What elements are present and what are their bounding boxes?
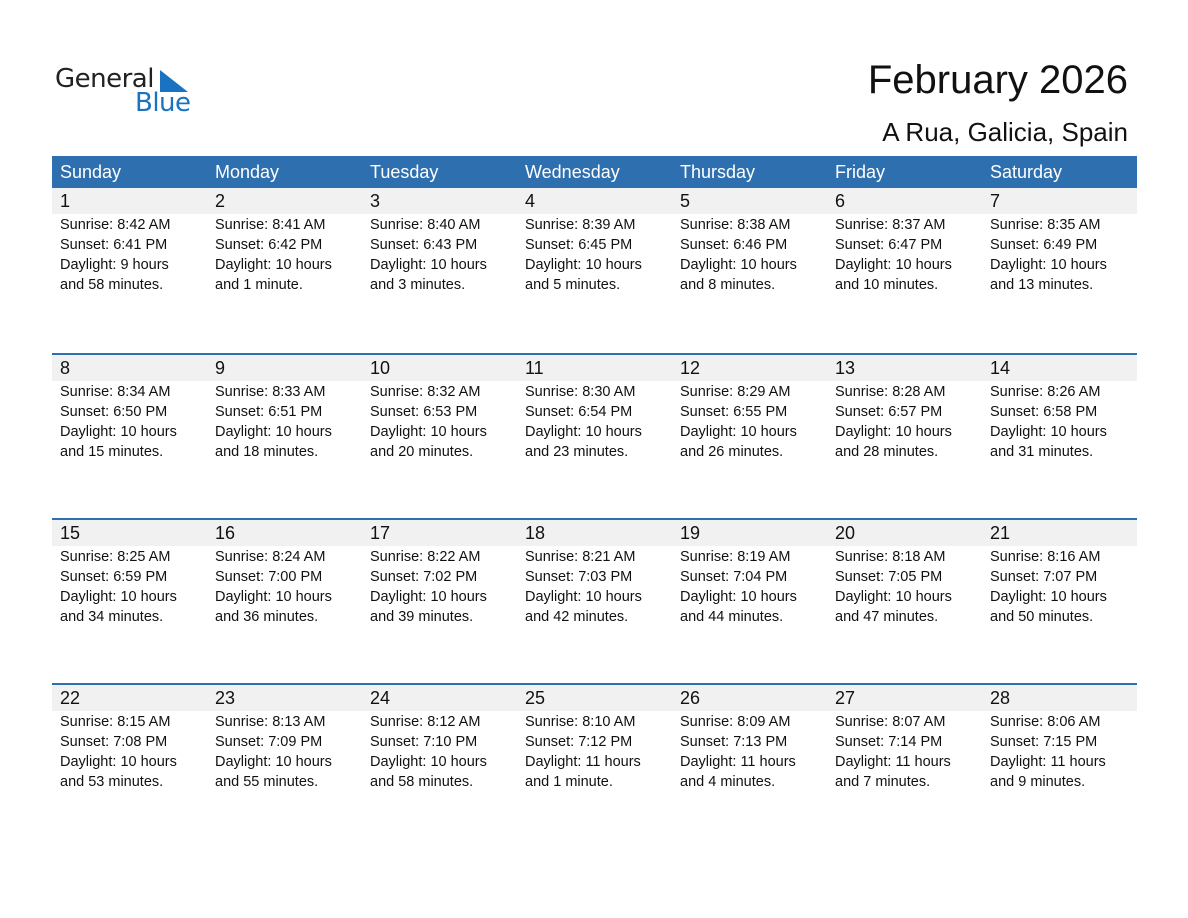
day-number: 4 — [525, 191, 536, 211]
day-number: 25 — [525, 688, 546, 708]
day-number: 10 — [370, 358, 391, 378]
daylight-duration: and 13 minutes. — [990, 277, 1094, 293]
calendar-week — [52, 683, 1137, 848]
day-cell — [672, 546, 827, 627]
daylight-duration: Daylight: 10 hours — [835, 257, 952, 273]
daylight-duration: Daylight: 10 hours — [990, 257, 1107, 273]
day-cell — [207, 546, 362, 627]
day-cell — [827, 381, 982, 462]
sunrise-time: Sunrise: 8:19 AM — [680, 549, 791, 565]
daylight-duration: and 18 minutes. — [215, 444, 319, 460]
sunrise-time: Sunrise: 8:13 AM — [215, 714, 326, 730]
daylight-duration: Daylight: 10 hours — [370, 257, 487, 273]
sunrise-time: Sunrise: 8:33 AM — [215, 384, 326, 400]
sunrise-time: Sunrise: 8:10 AM — [525, 714, 636, 730]
sunset-time: Sunset: 6:58 PM — [990, 404, 1098, 420]
sunrise-time: Sunrise: 8:42 AM — [60, 217, 171, 233]
sunset-time: Sunset: 7:12 PM — [525, 734, 633, 750]
day-number: 19 — [680, 523, 701, 543]
sunset-time: Sunset: 6:46 PM — [680, 237, 788, 253]
daylight-duration: Daylight: 9 hours — [60, 257, 169, 273]
calendar-weeks — [52, 188, 1137, 848]
sunset-time: Sunset: 6:50 PM — [60, 404, 168, 420]
daylight-duration: and 42 minutes. — [525, 609, 629, 625]
daylight-duration: and 20 minutes. — [370, 444, 474, 460]
day-cell — [52, 214, 207, 295]
weekday-label: Monday — [215, 162, 280, 182]
daylight-duration: Daylight: 10 hours — [680, 589, 797, 605]
day-info-row — [52, 214, 1137, 295]
daylight-duration: Daylight: 10 hours — [835, 424, 952, 440]
sunrise-time: Sunrise: 8:25 AM — [60, 549, 171, 565]
daylight-duration: Daylight: 10 hours — [990, 589, 1107, 605]
daylight-duration: and 47 minutes. — [835, 609, 939, 625]
sunrise-time: Sunrise: 8:41 AM — [215, 217, 326, 233]
sunset-time: Sunset: 7:00 PM — [215, 569, 323, 585]
day-cell — [52, 381, 207, 462]
daylight-duration: Daylight: 10 hours — [680, 257, 797, 273]
daylight-duration: and 44 minutes. — [680, 609, 784, 625]
daylight-duration: Daylight: 10 hours — [215, 257, 332, 273]
daylight-duration: Daylight: 11 hours — [680, 754, 796, 770]
sunrise-time: Sunrise: 8:09 AM — [680, 714, 791, 730]
sunset-time: Sunset: 7:03 PM — [525, 569, 633, 585]
daylight-duration: Daylight: 10 hours — [60, 754, 177, 770]
weekday-label: Sunday — [60, 162, 122, 182]
sunset-time: Sunset: 7:10 PM — [370, 734, 478, 750]
day-number: 12 — [680, 358, 701, 378]
day-number: 13 — [835, 358, 856, 378]
day-number: 14 — [990, 358, 1011, 378]
weekday-label: Wednesday — [525, 162, 620, 182]
daylight-duration: Daylight: 10 hours — [370, 424, 487, 440]
weekday-header — [52, 156, 1137, 188]
day-number: 2 — [215, 191, 226, 211]
day-cell — [517, 711, 672, 792]
sunrise-time: Sunrise: 8:12 AM — [370, 714, 481, 730]
sunset-time: Sunset: 7:09 PM — [215, 734, 323, 750]
day-number: 1 — [60, 191, 71, 211]
sunset-time: Sunset: 7:14 PM — [835, 734, 943, 750]
day-number: 22 — [60, 688, 81, 708]
day-number: 23 — [215, 688, 236, 708]
daylight-duration: Daylight: 10 hours — [680, 424, 797, 440]
day-number: 26 — [680, 688, 701, 708]
daylight-duration: and 58 minutes. — [370, 774, 474, 790]
sunrise-time: Sunrise: 8:18 AM — [835, 549, 946, 565]
sunrise-time: Sunrise: 8:37 AM — [835, 217, 946, 233]
sunrise-time: Sunrise: 8:34 AM — [60, 384, 171, 400]
day-cell — [982, 546, 1137, 627]
daylight-duration: and 36 minutes. — [215, 609, 319, 625]
day-cell — [672, 711, 827, 792]
day-cell — [207, 381, 362, 462]
day-number: 16 — [215, 523, 236, 543]
sunset-time: Sunset: 7:04 PM — [680, 569, 788, 585]
day-number: 3 — [370, 191, 381, 211]
day-number: 11 — [525, 358, 544, 378]
daylight-duration: Daylight: 10 hours — [215, 589, 332, 605]
day-cell — [52, 711, 207, 792]
daylight-duration: and 58 minutes. — [60, 277, 164, 293]
day-info-row — [52, 546, 1137, 627]
sunset-time: Sunset: 7:13 PM — [680, 734, 788, 750]
day-number: 21 — [990, 523, 1011, 543]
day-number: 18 — [525, 523, 546, 543]
daylight-duration: Daylight: 10 hours — [835, 589, 952, 605]
daylight-duration: and 4 minutes. — [680, 774, 776, 790]
day-number: 27 — [835, 688, 856, 708]
sunrise-time: Sunrise: 8:38 AM — [680, 217, 791, 233]
day-cell — [207, 711, 362, 792]
daylight-duration: and 7 minutes. — [835, 774, 931, 790]
day-number-row — [52, 188, 1137, 214]
calendar-week — [52, 518, 1137, 683]
daylight-duration: and 31 minutes. — [990, 444, 1094, 460]
logo-text-general: General — [55, 64, 154, 94]
sunset-time: Sunset: 7:08 PM — [60, 734, 168, 750]
daylight-duration: Daylight: 10 hours — [215, 424, 332, 440]
day-cell — [672, 214, 827, 295]
day-number-row — [52, 685, 1137, 711]
sunset-time: Sunset: 7:05 PM — [835, 569, 943, 585]
daylight-duration: Daylight: 10 hours — [525, 424, 642, 440]
sunset-time: Sunset: 7:02 PM — [370, 569, 478, 585]
weekday-label: Tuesday — [370, 162, 439, 182]
day-cell — [362, 381, 517, 462]
daylight-duration: Daylight: 10 hours — [525, 589, 642, 605]
sunset-time: Sunset: 6:45 PM — [525, 237, 633, 253]
daylight-duration: Daylight: 11 hours — [835, 754, 951, 770]
daylight-duration: Daylight: 11 hours — [525, 754, 641, 770]
day-info-row — [52, 381, 1137, 462]
calendar-week — [52, 353, 1137, 518]
weekday-label: Saturday — [990, 162, 1063, 182]
daylight-duration: and 26 minutes. — [680, 444, 784, 460]
calendar — [52, 156, 1137, 848]
sunrise-time: Sunrise: 8:26 AM — [990, 384, 1101, 400]
sunset-time: Sunset: 6:59 PM — [60, 569, 168, 585]
daylight-duration: Daylight: 10 hours — [370, 589, 487, 605]
day-number: 24 — [370, 688, 391, 708]
day-cell — [982, 214, 1137, 295]
weekday-label: Friday — [835, 162, 886, 182]
weekday-label: Thursday — [680, 162, 756, 182]
sunset-time: Sunset: 7:15 PM — [990, 734, 1098, 750]
day-cell — [672, 381, 827, 462]
day-cell — [827, 711, 982, 792]
sunrise-time: Sunrise: 8:28 AM — [835, 384, 946, 400]
daylight-duration: and 34 minutes. — [60, 609, 164, 625]
daylight-duration: Daylight: 10 hours — [990, 424, 1107, 440]
sunrise-time: Sunrise: 8:32 AM — [370, 384, 481, 400]
daylight-duration: and 10 minutes. — [835, 277, 939, 293]
day-cell — [362, 546, 517, 627]
day-cell — [362, 711, 517, 792]
daylight-duration: Daylight: 10 hours — [60, 424, 177, 440]
daylight-duration: and 23 minutes. — [525, 444, 629, 460]
sunrise-time: Sunrise: 8:06 AM — [990, 714, 1101, 730]
location-subtitle: A Rua, Galicia, Spain — [882, 117, 1128, 147]
day-cell — [982, 711, 1137, 792]
day-cell — [827, 546, 982, 627]
sunset-time: Sunset: 7:07 PM — [990, 569, 1098, 585]
day-number: 6 — [835, 191, 846, 211]
day-number-row — [52, 520, 1137, 546]
day-number: 9 — [215, 358, 226, 378]
day-number: 17 — [370, 523, 391, 543]
day-cell — [362, 214, 517, 295]
daylight-duration: and 15 minutes. — [60, 444, 164, 460]
calendar-week — [52, 188, 1137, 353]
sunrise-time: Sunrise: 8:21 AM — [525, 549, 636, 565]
day-cell — [207, 214, 362, 295]
day-number: 15 — [60, 523, 81, 543]
daylight-duration: Daylight: 10 hours — [370, 754, 487, 770]
sunrise-time: Sunrise: 8:39 AM — [525, 217, 636, 233]
day-cell — [827, 214, 982, 295]
day-cell — [517, 381, 672, 462]
daylight-duration: and 5 minutes. — [525, 277, 621, 293]
daylight-duration: and 3 minutes. — [370, 277, 466, 293]
sunset-time: Sunset: 6:51 PM — [215, 404, 323, 420]
sunrise-time: Sunrise: 8:29 AM — [680, 384, 791, 400]
day-number: 5 — [680, 191, 691, 211]
sunrise-time: Sunrise: 8:07 AM — [835, 714, 946, 730]
daylight-duration: and 9 minutes. — [990, 774, 1086, 790]
daylight-duration: and 28 minutes. — [835, 444, 939, 460]
page-title: February 2026 — [867, 58, 1128, 102]
sunrise-time: Sunrise: 8:24 AM — [215, 549, 326, 565]
sunset-time: Sunset: 6:55 PM — [680, 404, 788, 420]
day-cell — [517, 546, 672, 627]
daylight-duration: and 1 minute. — [525, 774, 613, 790]
daylight-duration: Daylight: 10 hours — [60, 589, 177, 605]
day-info-row — [52, 711, 1137, 792]
day-number: 20 — [835, 523, 856, 543]
sunset-time: Sunset: 6:43 PM — [370, 237, 478, 253]
daylight-duration: and 1 minute. — [215, 277, 303, 293]
sunrise-time: Sunrise: 8:40 AM — [370, 217, 481, 233]
sunrise-time: Sunrise: 8:30 AM — [525, 384, 636, 400]
sunset-time: Sunset: 6:57 PM — [835, 404, 943, 420]
day-cell — [52, 546, 207, 627]
generalblue-logo — [55, 64, 205, 120]
day-number: 7 — [990, 191, 1001, 211]
day-cell — [517, 214, 672, 295]
day-cell — [982, 381, 1137, 462]
sunset-time: Sunset: 6:41 PM — [60, 237, 168, 253]
daylight-duration: and 50 minutes. — [990, 609, 1094, 625]
sunset-time: Sunset: 6:42 PM — [215, 237, 323, 253]
daylight-duration: and 8 minutes. — [680, 277, 776, 293]
daylight-duration: Daylight: 10 hours — [525, 257, 642, 273]
sunset-time: Sunset: 6:47 PM — [835, 237, 943, 253]
sunset-time: Sunset: 6:54 PM — [525, 404, 633, 420]
daylight-duration: and 53 minutes. — [60, 774, 164, 790]
logo-text-blue: Blue — [135, 88, 191, 118]
sunset-time: Sunset: 6:53 PM — [370, 404, 478, 420]
sunrise-time: Sunrise: 8:22 AM — [370, 549, 481, 565]
sunset-time: Sunset: 6:49 PM — [990, 237, 1098, 253]
daylight-duration: and 39 minutes. — [370, 609, 474, 625]
sunrise-time: Sunrise: 8:16 AM — [990, 549, 1101, 565]
sunrise-time: Sunrise: 8:15 AM — [60, 714, 171, 730]
daylight-duration: Daylight: 10 hours — [215, 754, 332, 770]
day-number-row — [52, 355, 1137, 381]
sunrise-time: Sunrise: 8:35 AM — [990, 217, 1101, 233]
day-number: 28 — [990, 688, 1011, 708]
day-number: 8 — [60, 358, 71, 378]
daylight-duration: Daylight: 11 hours — [990, 754, 1106, 770]
daylight-duration: and 55 minutes. — [215, 774, 319, 790]
